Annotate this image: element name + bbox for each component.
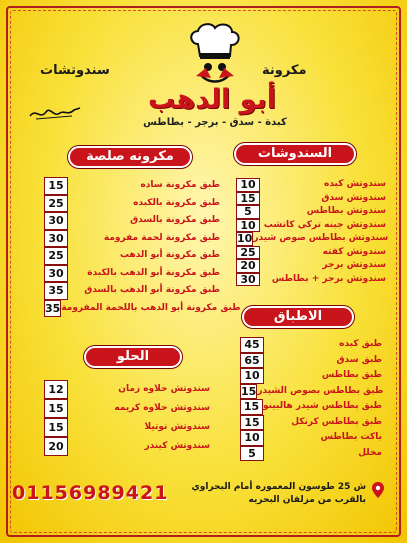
menu-row — [240, 368, 386, 384]
menu-item-name: سندوتش سدق — [321, 192, 386, 203]
menu-item-name: سندوتش حلاوه كريمه — [114, 403, 210, 413]
menu-price: 30 — [44, 230, 68, 248]
menu-row — [236, 259, 390, 273]
menu-item-name: سندوتش بطاطس — [306, 206, 386, 216]
address-line-1: ش 25 طوسون المعموره أمام البحراوي — [191, 482, 366, 492]
menu-row — [44, 437, 214, 456]
menu-price: 65 — [240, 353, 264, 369]
macaroni-menu — [44, 177, 241, 317]
menu-row — [44, 265, 224, 283]
menu-price: 35 — [44, 300, 61, 318]
menu-row — [44, 399, 214, 418]
menu-item-name: طبق بطاطس كرنكل — [291, 416, 382, 427]
plates-menu — [240, 337, 386, 461]
menu-row — [44, 418, 214, 437]
menu-item-name: سندوتش جبنه تركي كاتشب — [263, 219, 386, 230]
chef-hat-icon — [184, 22, 244, 86]
location-pin-icon — [372, 482, 384, 498]
signature-icon — [28, 104, 82, 122]
menu-item-name: طبق مكرونة أبو الدهب بالسدق — [84, 285, 220, 295]
menu-price: 5 — [240, 446, 264, 462]
menu-item-name: سندوتش حلاوه زمان — [118, 384, 210, 394]
menu-price: 15 — [240, 415, 264, 431]
menu-item-name: باكت بطاطس — [320, 432, 382, 442]
menu-row — [240, 415, 386, 431]
sandwiches-menu — [236, 178, 390, 286]
menu-price: 12 — [44, 380, 68, 399]
menu-item-name: طبق بطاطس — [321, 370, 382, 380]
menu-row — [44, 300, 241, 318]
menu-row — [44, 282, 224, 300]
menu-row — [236, 178, 390, 192]
menu-item-name: سندوتش كفته — [322, 246, 386, 257]
menu-item-name: طبق بطاطس شيدر هالبينو — [263, 401, 382, 411]
menu-item-name: طبق مكرونة أبو الدهب — [119, 250, 220, 260]
plates-section-title: الاطباق — [242, 306, 354, 328]
header-sandwiches-title: سندوتشات — [40, 63, 110, 78]
menu-row — [236, 219, 390, 233]
menu-row — [44, 380, 214, 399]
sweets-section-title: الحلو — [84, 346, 182, 368]
menu-price: 15 — [241, 384, 257, 398]
menu-price: 30 — [44, 265, 68, 283]
menu-item-name: طبق كبده — [339, 339, 382, 349]
menu-price: 5 — [236, 205, 260, 219]
menu-price: 25 — [44, 195, 68, 213]
menu-price: 35 — [44, 282, 68, 300]
menu-price: 10 — [240, 368, 264, 384]
menu-item-name: سندوتش نوتيلا — [144, 422, 210, 432]
menu-item-name: طبق سدق — [336, 354, 382, 365]
brand-name: أبو الدهب — [147, 84, 276, 115]
menu-price: 10 — [236, 178, 260, 192]
menu-item-name: سندوتش كيندر — [144, 441, 210, 451]
menu-price: 15 — [44, 399, 68, 418]
sweets-menu — [44, 380, 214, 456]
menu-price: 20 — [44, 437, 68, 456]
menu-item-name: سندوتش بطاطس صوص شيدر — [253, 233, 389, 243]
menu-item-name: مخلل — [358, 447, 382, 458]
menu-item-name: طبق مكرونة أبو الدهب بالكبدة — [87, 267, 220, 278]
menu-row — [236, 232, 390, 246]
menu-item-name: طبق مكرونة بالكبده — [133, 197, 220, 208]
menu-item-name: طبق مكرونة بالسدق — [130, 215, 220, 225]
menu-row — [44, 177, 224, 195]
menu-price: 30 — [44, 212, 68, 230]
menu-row — [240, 353, 386, 369]
menu-row — [240, 384, 386, 400]
menu-price: 10 — [236, 219, 260, 233]
menu-price: 15 — [236, 192, 260, 206]
menu-row — [240, 337, 386, 353]
menu-item-name: سندوتش برجر + بطاطس — [271, 273, 386, 284]
menu-price: 10 — [240, 430, 264, 446]
phone-number: 01156989421 — [12, 482, 169, 504]
menu-item-name: طبق مكرونة ساده — [140, 180, 220, 190]
brand-tagline: كبدة - سدق - برجر - بطاطس — [143, 117, 287, 128]
sandwiches-section-title: السندوشات — [234, 143, 356, 165]
menu-row — [236, 273, 390, 287]
menu-price: 45 — [240, 337, 264, 353]
macaroni-section-title: مكرونه صلصة — [68, 146, 192, 168]
menu-row — [240, 430, 386, 446]
menu-price: 15 — [44, 418, 68, 437]
menu-price: 30 — [236, 273, 260, 287]
menu-price: 25 — [44, 247, 68, 265]
header-macaroni-title: مكرونة — [262, 63, 307, 78]
menu-row — [236, 205, 390, 219]
menu-item-name: طبق مكرونة أبو الدهب باللحمة المفرومة — [61, 302, 241, 313]
menu-price: 15 — [44, 177, 68, 195]
menu-price: 20 — [236, 259, 260, 273]
menu-row — [44, 247, 224, 265]
menu-item-name: سندوتش كبده — [324, 179, 386, 189]
menu-row — [44, 212, 224, 230]
menu-item-name: سندوتش برجر — [322, 260, 386, 270]
menu-item-name: طبق مكرونة لحمة مفرومة — [103, 232, 220, 243]
menu-row — [44, 195, 224, 213]
address-line-2: بالقرب من مزلقان البحريه — [248, 495, 366, 505]
menu-price: 25 — [236, 246, 260, 260]
menu-row — [44, 230, 224, 248]
address — [186, 481, 384, 507]
menu-row — [240, 446, 386, 462]
menu-price: 10 — [237, 232, 253, 245]
menu-item-name: طبق بطاطس بصوص الشيدر — [257, 385, 384, 396]
menu-row — [240, 399, 386, 415]
menu-price: 15 — [240, 399, 263, 415]
menu-row — [236, 246, 390, 260]
menu-row — [236, 192, 390, 206]
